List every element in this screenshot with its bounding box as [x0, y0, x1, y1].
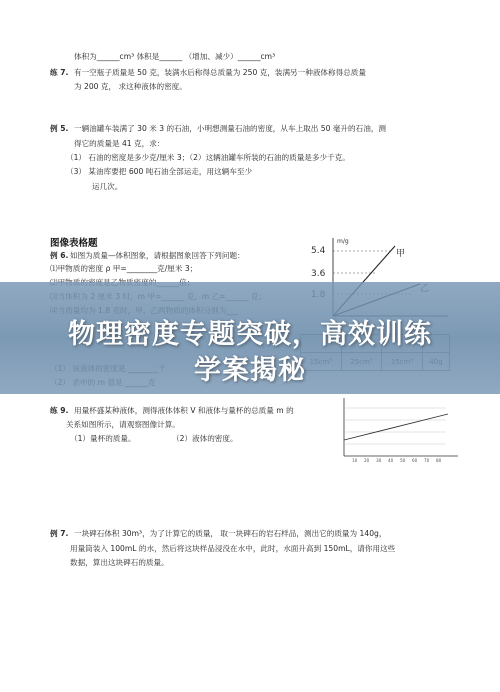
graph2-tick: 60 — [412, 458, 418, 463]
exercise-9-line2: 关系如图所示，请观察图像计算。 — [66, 420, 180, 429]
example-6-line1: 如图为质量—体积图象，请根据图象回答下列问题： — [70, 251, 245, 260]
graph2-tick: 20 — [364, 458, 370, 463]
example-7-line1: 一块碑石体积 30m³，为了计算它的质量， 取一块碑石的岩石样品，测出它的质量为 140g， — [74, 529, 387, 538]
exercise-7-line1: 有一空瓶子质量是 50 克，装满水后称得总质量为 250 克，装满另一种液体称得总质量 — [74, 68, 366, 77]
example-6-label: 例 6. — [50, 251, 69, 260]
exercise-7-label: 练 7. — [50, 68, 69, 77]
example-5-line1: 一辆油罐车装满了 30 米 3 的石油，小明想测量石油的密度，从车上取出 50 毫升的石油，测 — [74, 124, 387, 133]
example-5-label: 例 5. — [50, 124, 69, 133]
section-title: 图像表格题 — [50, 238, 98, 249]
exercise-9-q2: （2）液体的密度。 — [172, 434, 238, 443]
header-line: 体积为______cm³ 体积是______ （增加、减少）______cm³ — [74, 52, 276, 61]
example-7-line3: 数据，算出这块碑石的质量。 — [70, 558, 169, 567]
graph1-tick-y0: 5.4 — [311, 246, 326, 256]
graph2-tick: 50 — [400, 458, 406, 463]
banner-title-line1: 物理密度专题突破，高效训练 — [68, 319, 432, 350]
graph2-tick: 40 — [388, 458, 394, 463]
banner-title-line2: 学案揭秘 — [194, 355, 306, 386]
example-7-label: 例 7. — [50, 529, 69, 538]
graph2-tick: 70 — [424, 458, 430, 463]
exercise-9-label: 练 9. — [50, 406, 69, 415]
graph1-tick-y1: 3.6 — [311, 269, 326, 279]
exercise-9-q1: （1）量杯的质量。 — [70, 434, 136, 443]
example-5-q3b: 运几次。 — [92, 182, 123, 191]
example-7-line2: 用量筒装入 100mL 的水，然后将这块样品浸没在水中，此时，水面升高到 150mL，请你用这些 — [70, 544, 396, 553]
volume-mass-graph — [336, 396, 462, 466]
graph1-y-label: m/g — [337, 238, 349, 245]
exercise-9-line1: 用量杯盛某种液体，测得液体体积 V 和液体与量杯的总质量 m 的 — [74, 406, 294, 415]
graph2-tick: 10 — [352, 458, 358, 463]
example-5-line2: 得它的质量是 41 克，求： — [74, 139, 165, 148]
example-5-q1: （1） 石油的密度是多少克/厘米 3；（2）这辆油罐车所装的石油的质量是多少千克。 — [66, 153, 350, 162]
example-5-q3: （3） 某油库要把 600 吨石油全部运走，用这辆车至少 — [66, 167, 253, 176]
graph2-tick: 30 — [376, 458, 382, 463]
series-jia-label: 甲 — [396, 249, 406, 259]
graph2-tick: 80 — [436, 458, 442, 463]
example-6-q1: ⑴甲物质的密度 ρ 甲=________克/厘米 3； — [50, 264, 198, 273]
exercise-7-line2: 为 200 克， 求这种液体的密度。 — [74, 82, 187, 91]
